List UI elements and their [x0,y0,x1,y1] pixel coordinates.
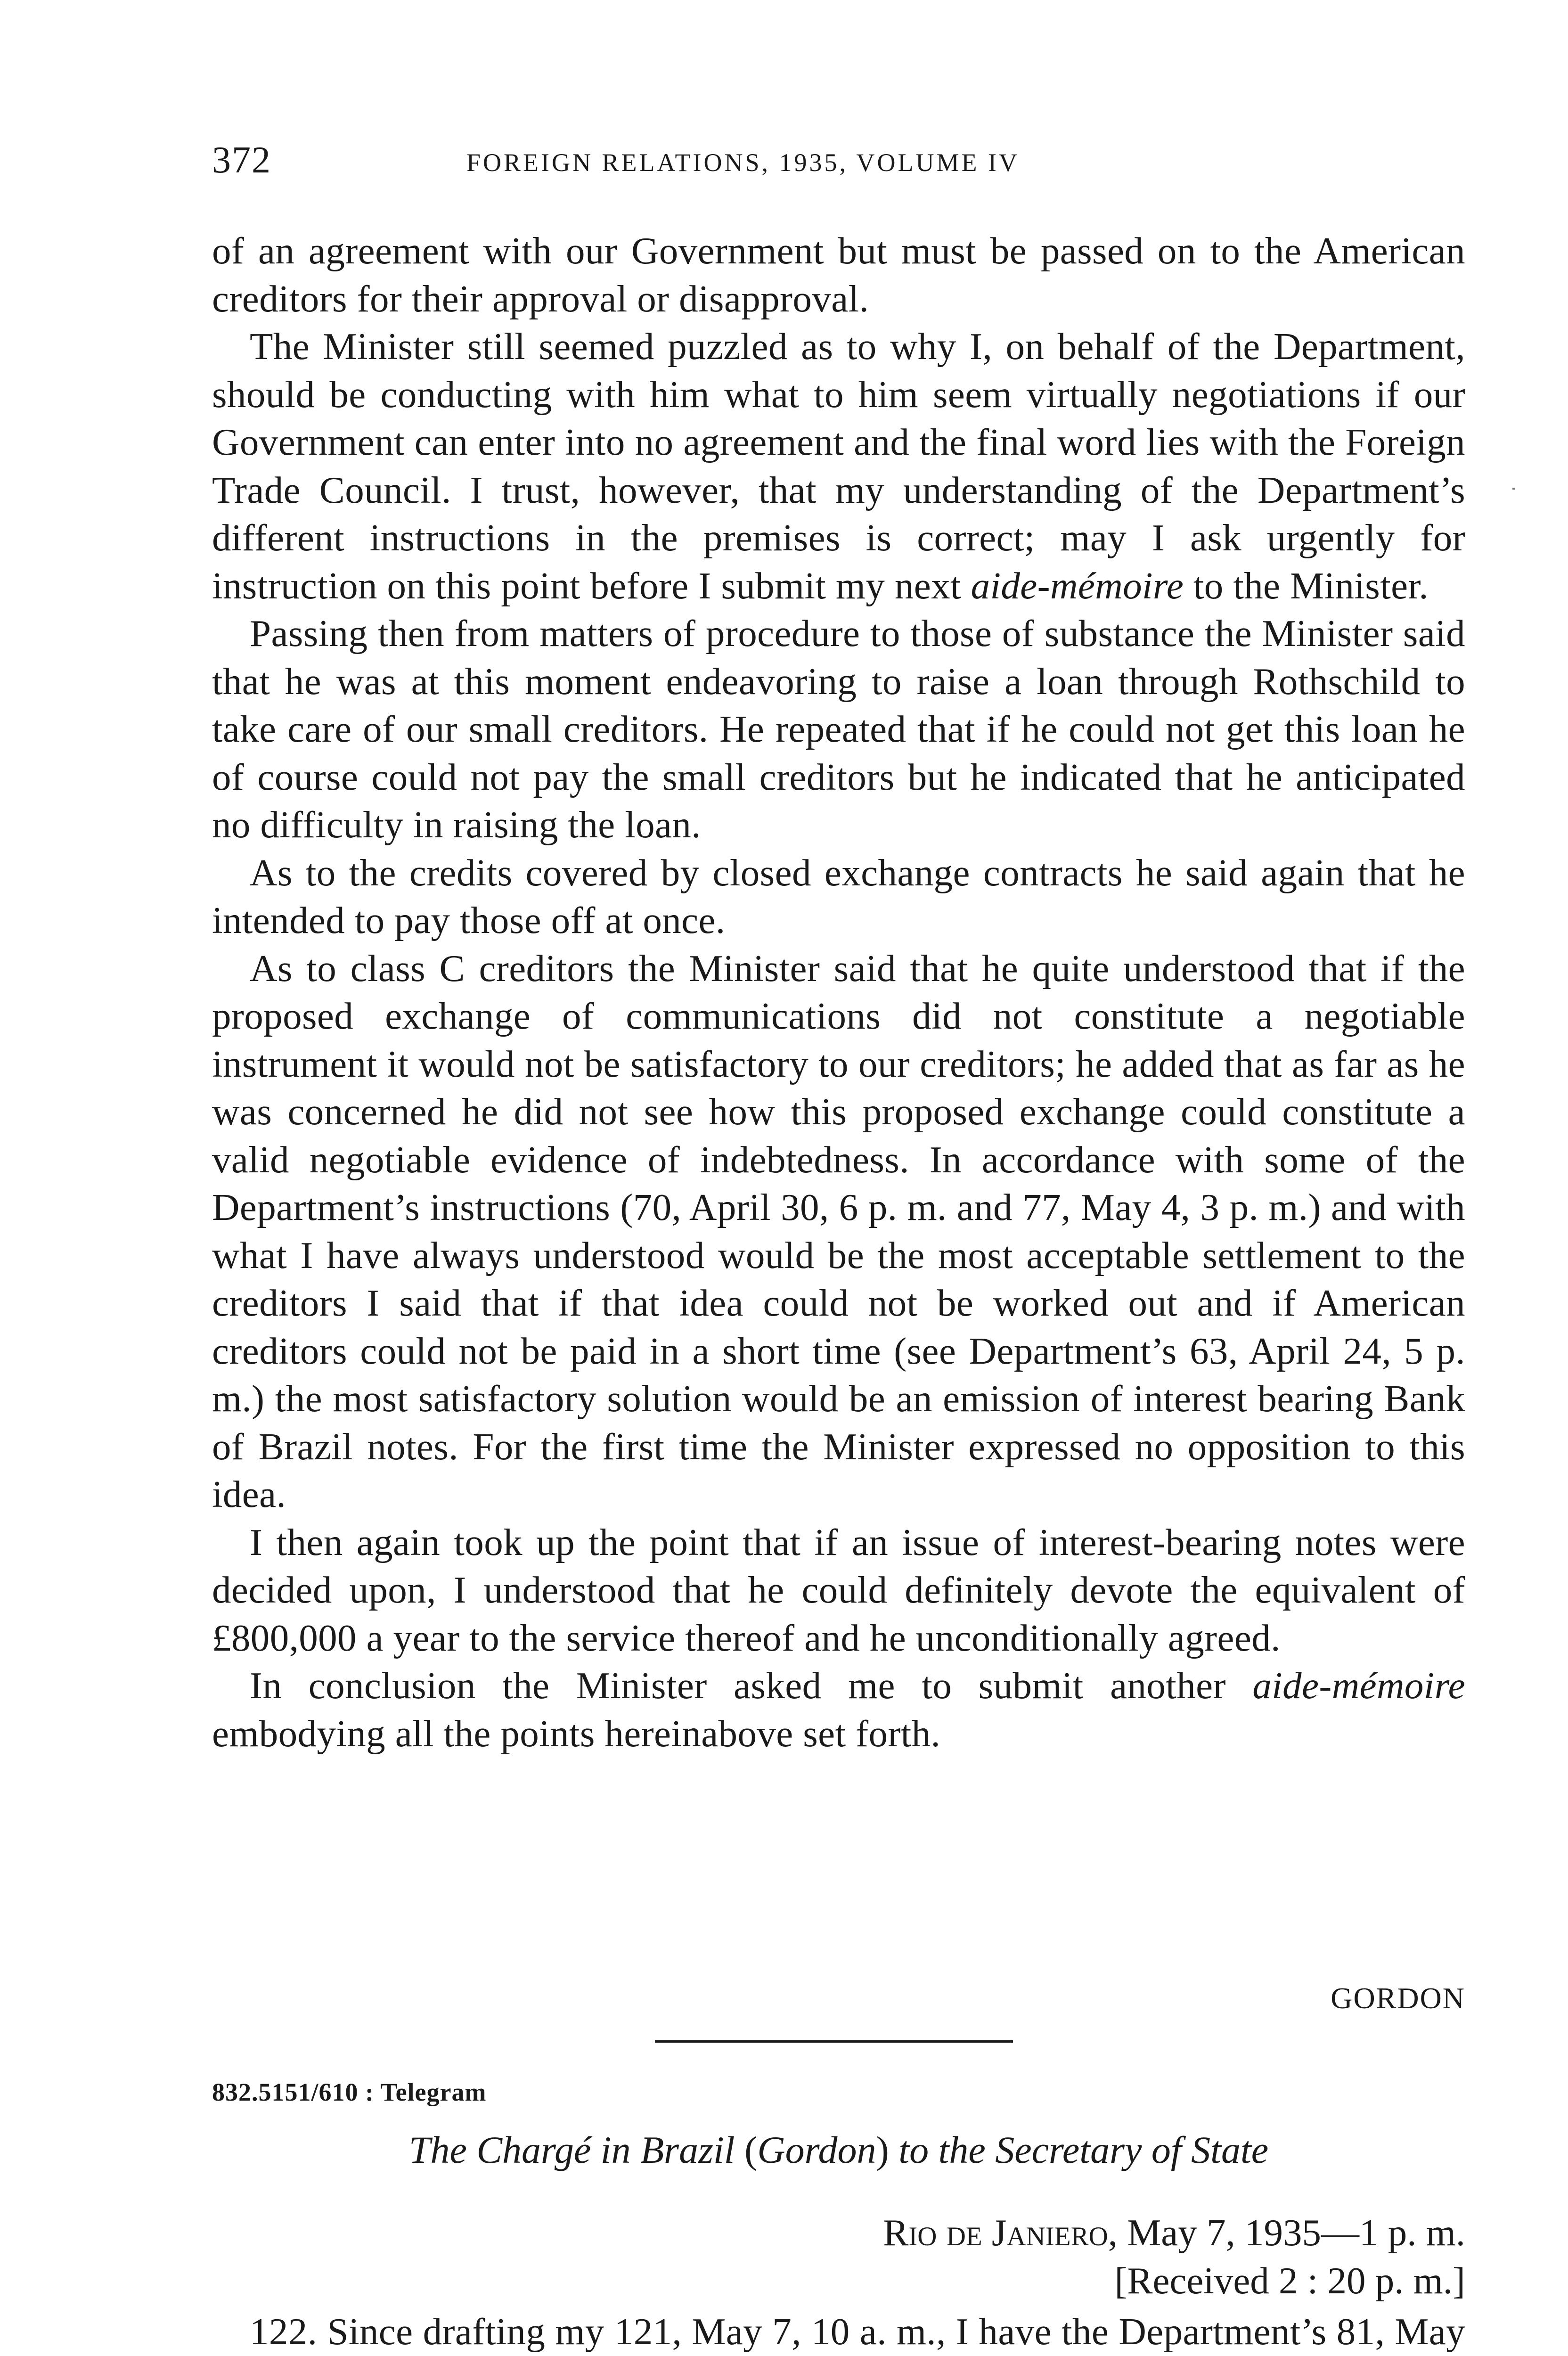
paragraph-continuation: of an agreement with our Government but must be passed on to the American creditors for their approval or disapproval. [212,229,1465,320]
received-time: [Received 2 : 20 p. m.] [1114,2259,1465,2302]
signature: GORDON [1331,1981,1465,2015]
running-title: FOREIGN RELATIONS, 1935, VOLUME IV [466,148,1020,177]
paragraph-class-c-creditors: As to class C creditors the Minister said that he quite understood that if the proposed exchange of communications did not constitute a negotiable instrument it would not be satisfactory to our creditors; he added that as far as he was concerned he did not see how this proposed exchange could constitute a valid negotiable evidence of indebtedness. In accordance with some of the Department’s instructions (70, April 30, 6 p. m. and 77, May 4, 3 p. m.) and with what I have always understood would be the most acceptable settlement to the creditors I said that if that idea could not be worked out and if American creditors could not be paid in a short time (see Department’s 63, April 24, 5 p. m.) the most satisfactory solution would be an emission of interest bearing Bank of Brazil notes. For the first time the Minister expressed no opposition to this idea. [212,947,1465,1515]
aide-memoire-term: aide-mémoire [1252,1664,1465,1707]
file-reference: 832.5151/610 : Telegram [212,2078,487,2106]
heading-parenthetical: (Gordon) [744,2128,889,2171]
aide-memoire-term: aide-mémoire [971,564,1184,607]
document-heading: The Chargé in Brazil (Gordon) to the Secretary of State [408,2128,1269,2171]
telegram-first-paragraph: 122. Since drafting my 121, May 7, 10 a. m., I have the Department’s 81, May [250,2310,1465,2353]
dateline-place: Rio de Janiero, [883,2211,1118,2254]
dateline-place-time [212,2209,1465,2257]
page-number: 372 [212,139,271,181]
telegram-body [212,2308,1465,2356]
paragraph-closed-exchange: As to the credits covered by closed exchange contracts he said again that he intended to pay those off at once. [212,851,1465,941]
paragraph-conclusion: In conclusion the Minister asked me to submit another aide-mémoire embodying all the points hereinabove set forth. [212,1664,1465,1755]
dateline [212,2209,1465,2305]
paragraph-minister-puzzled: The Minister still seemed puzzled as to why I, on behalf of the Department, should be conducting with him what to him seem virtually negotiations if our Government can enter into no agreement and the final word lies with the Foreign Trade Council. I trust, however, that my understanding of the Department’s different instructions in the premises is correct; may I ask urgently for instruction on this point before I submit my next aide-mémoire to the Minister. [212,325,1465,607]
page-header [212,134,1465,186]
section-divider [655,2040,1013,2043]
paragraph-rothschild-loan: Passing then from matters of procedure to those of substance the Minister said that he was at this moment endeavoring to raise a loan through Rothschild to take care of our small creditors. He repeated that if he could not get this loan he of course could not pay the small creditors but he indicated that he anticipated no difficulty in raising the loan. [212,612,1465,846]
body-text [212,227,1465,1758]
stray-mark [1512,488,1515,490]
dateline-time: May 7, 1935—1 p. m. [1127,2211,1465,2254]
paragraph-interest-bearing-notes: I then again took up the point that if an issue of interest-bearing notes were decided upon, I understood that he could definitely devote the equivalent of £800,000 a year to the service thereof and he unconditionally agreed. [212,1521,1465,1659]
